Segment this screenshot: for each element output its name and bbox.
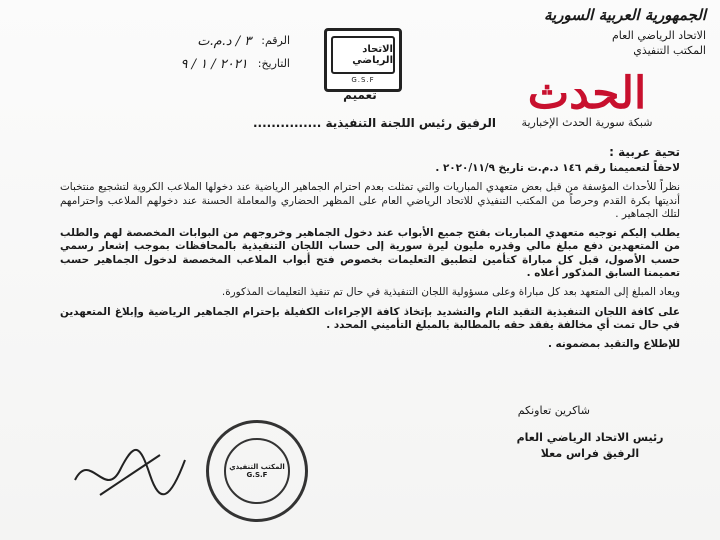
ref-date-value: ٢٠٢١ / ١ / ٩ — [180, 57, 248, 72]
greeting-line: تحية عربية : — [609, 145, 680, 159]
body-paragraph-instruction: على كافة اللجان التنفيذية التقيد التام والتشديد بإتخاذ كافة الإجراءات الكفيلة بإحترام الجماهير الرياضية وإبلاغ المتعهدين في حال تمت أي مخالفة يفقد حقه بالمطالبة بالمبلغ التأميني المحدد . — [60, 305, 680, 331]
body-paragraph-refund: ويعاد المبلغ إلى المتعهد بعد كل مباراة وعلى مسؤولية اللجان التنفيذية في حال تم تنفيذ التعليمات المذكورة. — [221, 286, 680, 299]
signature-block — [470, 430, 710, 462]
federation-logo — [324, 28, 402, 92]
body-paragraph-context: نظراً للأحداث المؤسفة من قبل بعض متعهدي المباريات والتي تمثلت بعدم احترام الجماهير الرياضية عند دخولها الملاعب الكروية لتشجيع منتخبات أنديتها بكرة القدم وحرصاً من المكتب التنفيذي للاتحاد الرياضي العام على المظهر الحضاري والمعاملة الحسنة عند دخولهم الملاعب واحترامهم لتلك الجماهير . — [60, 181, 680, 220]
addressee-line: الرفيق رئيس اللجنة التنفيذية ............... — [252, 116, 496, 130]
logo-caption: G.S.F — [351, 76, 375, 84]
body-paragraph-reference: لاحقاً لتعميمنا رقم ١٤٦ د.م.ت تاريخ ٢٠٢٠/١١/٩ . — [435, 162, 680, 174]
signatory-title: رئيس الاتحاد الرياضي العام — [516, 431, 664, 444]
ref-number-label: الرقم: — [261, 34, 290, 47]
signatory-name: الرفيق فراس معلا — [540, 447, 640, 460]
reference-block — [70, 34, 290, 80]
handwritten-signature — [70, 440, 190, 510]
watermark-brand: الحدث — [527, 68, 647, 119]
body-paragraph-request: يطلب إليكم توجيه متعهدي المباريات بفتح جميع الأبواب عند دخول الجماهير وخروجهم من البوابات المخصصة لهم والطلب من المتعهدين دفع مبلغ مالي وقدره مليون ليرة سورية إلى حساب اللجان التنفيذية بالمحافظات بموجب إشعار رسمي حسب الأصول، قبل كل مباراة كتأمين لتطبيق التعليمات بخصوص فتح أبواب الملاعب المخصصة لدخول الجماهير حسب تعميمنا السابق المذكور أعلاه . — [60, 227, 680, 280]
body-paragraph-notice: للإطلاع والتقيد بمضمونه . — [547, 338, 680, 351]
ref-number-value: ٣ / د.م.ت — [197, 34, 252, 49]
watermark-network: شبكة سورية الحدث الإخبارية — [521, 116, 653, 129]
ref-date-label: التاريخ: — [257, 57, 290, 70]
letterhead-office: المكتب التنفيذي — [633, 44, 706, 57]
closing-thanks: شاكرين تعاونكم — [517, 404, 590, 417]
official-stamp — [206, 420, 308, 522]
circular-title: تعميم — [343, 88, 377, 102]
letterhead-republic: الجمهورية العربية السورية — [544, 6, 706, 24]
letterhead-federation: الاتحاد الرياضي العام — [611, 29, 706, 42]
letter-body — [60, 162, 680, 358]
stamp-sub: G.S.F — [246, 471, 268, 479]
letterhead — [486, 6, 706, 58]
logo-emblem: الاتحاد الرياضي — [331, 36, 395, 74]
stamp-text: المكتب التنفيذي — [229, 463, 285, 471]
